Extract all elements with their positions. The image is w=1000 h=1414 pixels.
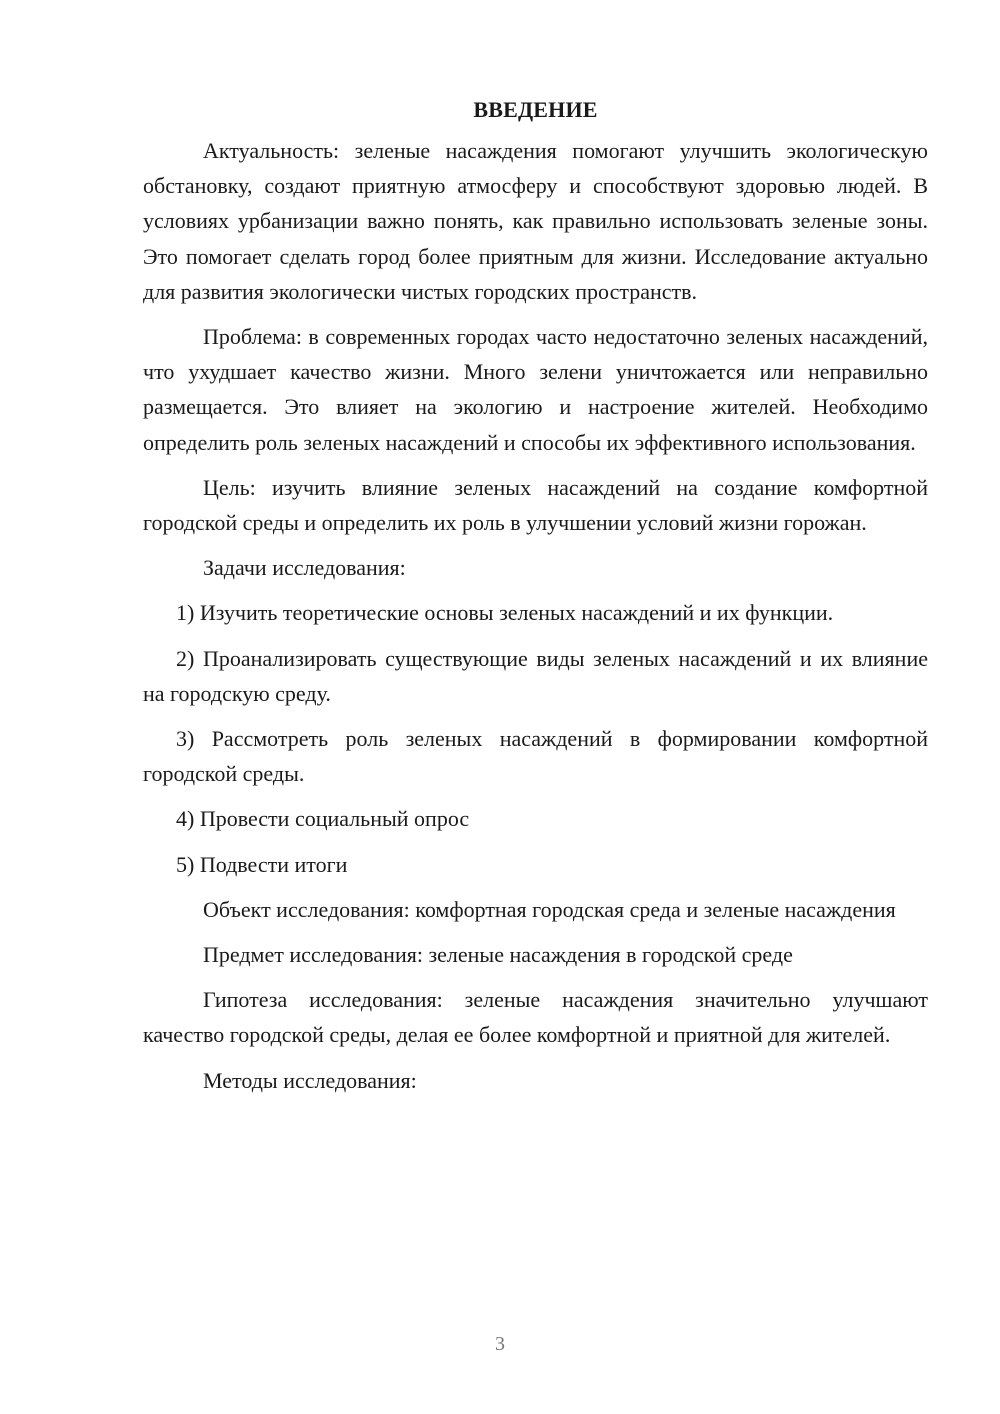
problem-paragraph: Проблема: в современных городах часто недостаточно зеленых насаждений, что ухудшает качество жизни. Много зелени уничтожается или неправильно размещается. Это влияет на экологию и настроение жителей. Необходимо определить роль зеленых насаждений и способы их эффективного использования. [143,324,928,455]
document-page [143,92,928,1108]
task-item-5: 5) Подвести итоги [176,851,348,877]
task-item-4: 4) Провести социальный опрос [176,806,470,832]
methods-heading: Методы исследования: [203,1067,417,1093]
task-item-3: 3) Рассмотреть роль зеленых насаждений в формировании комфортной городской среды. [143,726,928,787]
relevance-paragraph: Актуальность: зеленые насаждения помогают улучшить экологическую обстановку, создают приятную атмосферу и способствуют здоровью людей. В условиях урбанизации важно понять, как правильно использовать зеленые зоны. Это помогает сделать город более приятным для жизни. Исследование актуально для развития экологически чистых городских пространств. [143,138,928,304]
subject-paragraph: Предмет исследования: зеленые насаждения в городской среде [203,942,793,968]
section-title: ВВЕДЕНИЕ [473,97,598,122]
hypothesis-paragraph: Гипотеза исследования: зеленые насаждения значительно улучшают качество городской среды, делая ее более комфортной и приятной для жителей. [143,987,928,1048]
task-item-1: 1) Изучить теоретические основы зеленых насаждений и их функции. [176,600,834,626]
object-paragraph: Объект исследования: комфортная городская среда и зеленые насаждения [203,896,896,922]
goal-paragraph: Цель: изучить влияние зеленых насаждений на создание комфортной городской среды и определить их роль в улучшении условий жизни горожан. [143,474,928,536]
task-item-2: 2) Проанализировать существующие виды зеленых насаждений и их влияние на городскую среду. [143,645,928,706]
tasks-heading: Задачи исследования: [203,555,406,581]
page-number: 3 [495,1333,505,1355]
